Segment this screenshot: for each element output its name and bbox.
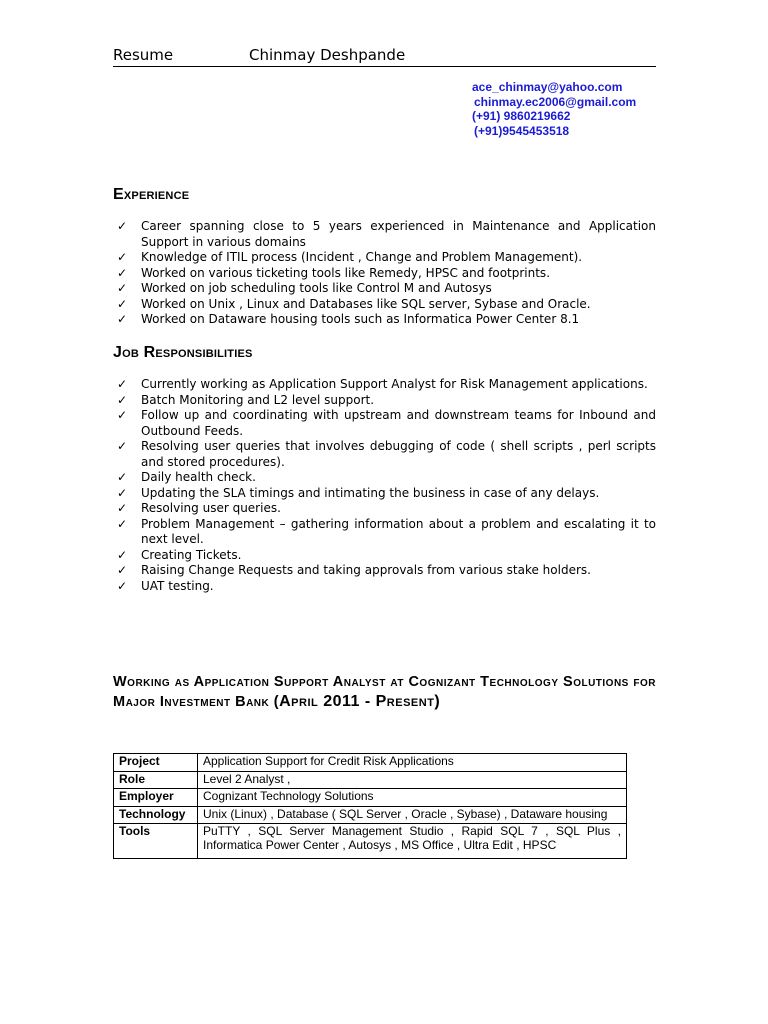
list-item: ✓ Resolving user queries that involves debugging of code ( shell scripts , perl scripts and stored procedures). [117, 439, 656, 469]
check-icon: ✓ [117, 578, 128, 593]
list-item: ✓ Resolving user queries. [117, 501, 281, 515]
list-item: ✓ Worked on various ticketing tools like Remedy, HPSC and footprints. [117, 265, 551, 280]
responsibilities-list [113, 377, 656, 594]
table-value: Level 2 Analyst , [198, 771, 627, 789]
check-icon: ✓ [117, 439, 128, 453]
check-icon: ✓ [117, 470, 128, 484]
list-item: ✓ Knowledge of ITIL process (Incident , Change and Problem Management). [117, 250, 583, 264]
list-item: ✓ Creating Tickets. [117, 547, 242, 562]
table-row [114, 771, 627, 789]
check-icon: ✓ [117, 281, 128, 295]
email-gmail-link[interactable]: chinmay.ec2006@gmail.com [474, 94, 637, 109]
phone-secondary: (+91)9545453518 [474, 124, 570, 139]
position-year: 2011 - [318, 693, 376, 710]
check-icon: ✓ [117, 377, 128, 391]
table-key: Tools [114, 824, 198, 859]
check-icon: ✓ [117, 296, 128, 311]
position-month: April [279, 693, 319, 710]
check-icon: ✓ [117, 392, 128, 407]
check-icon: ✓ [117, 485, 128, 500]
resume-header [113, 44, 656, 67]
check-icon: ✓ [117, 408, 128, 422]
check-icon: ✓ [117, 312, 128, 326]
table-row [114, 824, 627, 859]
responsibilities-heading: Job Responsibilities [113, 344, 253, 361]
list-item: ✓ Problem Management – gathering information about a problem and escalating it to next level. [117, 516, 656, 546]
check-icon: ✓ [117, 219, 128, 233]
experience-list [113, 219, 656, 328]
table-value: Application Support for Credit Risk Applications [198, 754, 627, 772]
list-item: ✓ Daily health check. [117, 470, 256, 484]
list-item: ✓ Follow up and coordinating with upstream and downstream teams for Inbound and Outbound Feeds. [117, 408, 656, 438]
position-end: Present) [375, 693, 441, 710]
contact-block [472, 80, 636, 139]
project-details-table [113, 753, 627, 859]
check-icon: ✓ [117, 563, 128, 577]
position-text: Working as Application Support Analyst at Cognizant Technology Solutions for Major Investment Bank ( [113, 674, 656, 710]
table-key: Project [114, 754, 198, 772]
check-icon: ✓ [117, 250, 128, 264]
table-row [114, 754, 627, 772]
list-item: ✓ Currently working as Application Support Analyst for Risk Management applications. [117, 377, 648, 391]
list-item: ✓ Worked on Unix , Linux and Databases like SQL server, Sybase and Oracle. [117, 296, 591, 311]
table-value: Unix (Linux) , Database ( SQL Server , Oracle , Sybase) , Dataware housing [198, 806, 627, 824]
list-item: ✓ Career spanning close to 5 years experienced in Maintenance and Application Support in various domains [117, 219, 656, 249]
check-icon: ✓ [117, 501, 128, 515]
list-item: ✓ Batch Monitoring and L2 level support. [117, 392, 375, 407]
check-icon: ✓ [117, 265, 128, 280]
table-key: Role [114, 771, 198, 789]
list-item: ✓ Worked on job scheduling tools like Control M and Autosys [117, 281, 492, 295]
table-key: Employer [114, 789, 198, 807]
candidate-name: Chinmay Deshpande [249, 46, 406, 64]
table-value: PuTTY , SQL Server Management Studio , Rapid SQL 7 , SQL Plus , Informatica Power Center , Autosys , MS Office , Ultra Edit , HPSC [198, 824, 627, 859]
list-item: ✓ Updating the SLA timings and intimating the business in case of any delays. [117, 485, 600, 500]
list-item: ✓ Worked on Dataware housing tools such as Informatica Power Center 8.1 [117, 312, 580, 326]
email-yahoo-link[interactable]: ace_chinmay@yahoo.com [472, 80, 623, 94]
table-row [114, 806, 627, 824]
current-position-heading [113, 672, 656, 712]
experience-heading: Experience [113, 186, 190, 203]
table-value: Cognizant Technology Solutions [198, 789, 627, 807]
list-item: ✓ UAT testing. [117, 578, 214, 593]
resume-label: Resume [113, 46, 174, 64]
phone-primary: (+91) 9860219662 [472, 109, 571, 124]
table-key: Technology [114, 806, 198, 824]
list-item: ✓ Raising Change Requests and taking approvals from various stake holders. [117, 563, 591, 577]
check-icon: ✓ [117, 547, 128, 562]
check-icon: ✓ [117, 516, 128, 531]
table-row [114, 789, 627, 807]
